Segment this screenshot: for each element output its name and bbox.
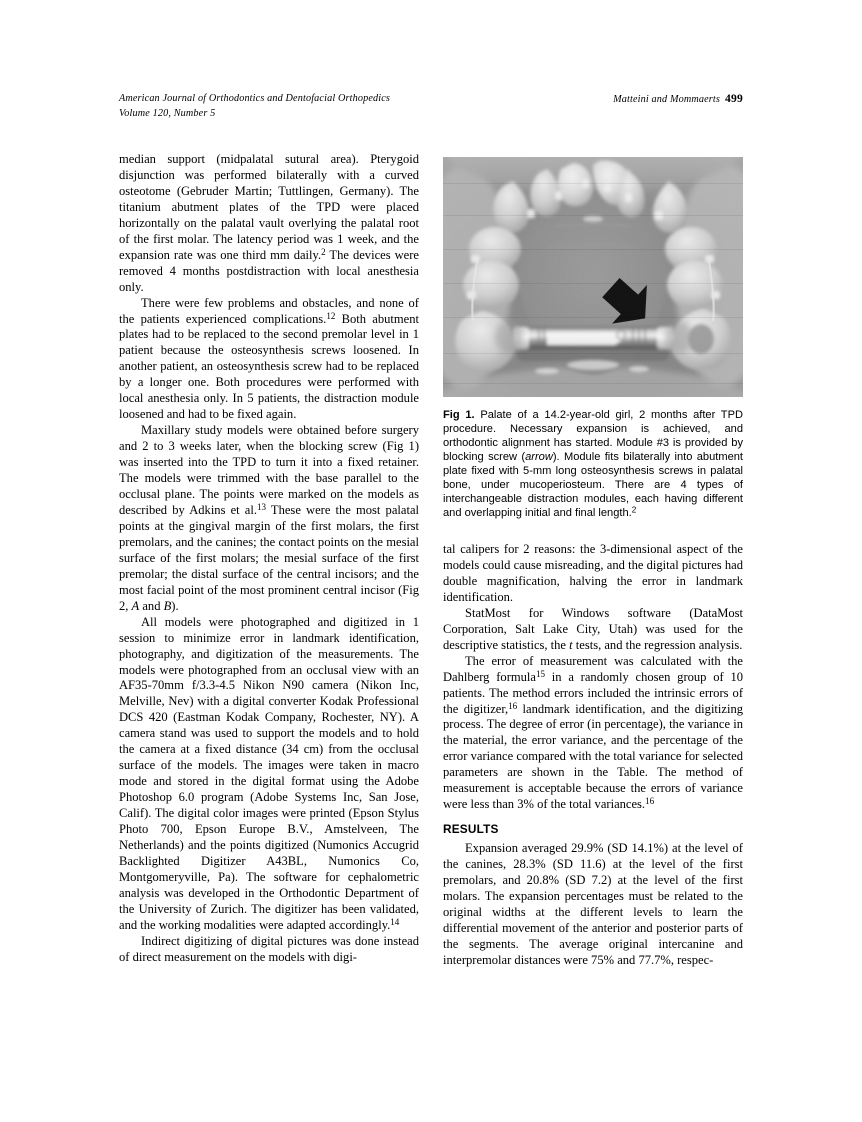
figure-caption — [443, 408, 743, 520]
journal-title: American Journal of Orthodontics and Dentofacial Orthopedics — [119, 93, 391, 104]
figure-caption-text-2: ). Module fits bilaterally into abutment plate fixed with 5-mm long osteosynthesis screws in palatal bone, under mucoperiosteum. There are 4 types of interchangeable distraction modules, each having different and overlapping initial and final length. — [443, 451, 743, 519]
body-paragraph: Maxillary study models were obtained before surgery and 2 to 3 weeks later, when the blocking screw (Fig 1) was inserted into the TPD to turn it into a fixed retainer. The models were trimmed with the base parallel to the occlusal plane. The points were marked on the models as described by Adkins et al.$^{13}$ These were the most palatal points at the gingival margin of the first molars, the first premolars, and the canines; the contact points on the mesial surface of the first molars; the mesial surface of the first premolar; the distal surface of the central incisors; and the most facial point of the most prominent central incisor (Fig 2, A and B). — [119, 423, 419, 613]
right-column-paragraphs — [443, 542, 743, 813]
body-column-left — [119, 152, 419, 966]
italic-text: t — [569, 637, 573, 652]
figure-label: Fig 1. — [443, 409, 475, 421]
body-paragraph: StatMost for Windows software (DataMost Corporation, Salt Lake City, Utah) was used for the descriptive statistics, the t tests, and the regression analysis. — [443, 605, 743, 652]
left-column-paragraphs — [119, 152, 419, 966]
body-paragraph: Indirect digitizing of digital pictures was done instead of direct measurement on the models with digi- — [119, 933, 419, 964]
figure-caption-reference: 2 — [631, 505, 637, 515]
palate-photograph — [443, 157, 743, 397]
journal-title-block — [119, 92, 390, 121]
body-column-right — [443, 542, 743, 969]
figure-caption-text-1: Palate of a 14.2-year-old girl, 2 months after TPD procedure. Necessary expansion is achieved, and orthodontic alignment has started. Module #3 is provided by blocking screw ( — [443, 409, 743, 463]
reference-superscript: 13 — [257, 502, 267, 513]
figure-caption-arrow-word: arrow — [525, 451, 553, 463]
figure-1 — [443, 157, 743, 520]
body-paragraph: There were few problems and obstacles, and none of the patients experienced complications.$^{12}$ Both abutment plates had to be replaced to the second premolar level in 1 patient because the osteosynthesis screws loosened. In another patient, an osteosynthesis screw had to be replaced by a longer one. Both procedures were performed with local anesthesia only. In 5 patients, the distraction module loosened and had to be fixed again. — [119, 295, 419, 422]
right-column-paragraphs-after-heading — [443, 841, 743, 969]
journal-volume-issue: Volume 120, Number 5 — [119, 107, 216, 119]
italic-text: A — [131, 598, 140, 613]
palate-photograph-image — [443, 157, 743, 397]
body-paragraph: median support (midpalatal sutural area). Pterygoid disjunction was performed bilaterally with a curved osteotome (Gebruder Martin; Tuttlingen, Germany). The titanium abutment plates of the TPD were placed horizontally on the palatal vault overlying the palatal root of the first molar. The latency period was 1 week, and the expansion rate was one third mm daily.$^2$ The devices were removed 4 months postdistraction with local anesthesia only. — [119, 152, 419, 294]
page-number: 499 — [725, 92, 743, 105]
reference-superscript: 14 — [390, 916, 400, 927]
reference-superscript: 2 — [321, 246, 326, 257]
body-paragraph: All models were photographed and digitized in 1 session to minimize error in landmark identification, photography, and digitization of the measurements. The models were photographed from an occlusal view with an AF35-70mm f/3.3-4.5 Nikon N90 camera (Nikon Inc, Melville, Nev) with a digital converter Kodak Professional DCS 420 (Eastman Kodak Company, Rochester, NY). A camera stand was used to support the models and to hold the camera at a fixed distance (34 cm) from the occlusal surface of the models. The images were taken in macro mode and stored in the digital format using the Adobe Photoshop 6.0 program (Adobe Systems Inc, San Jose, Calif). The digital color images were printed (Epson Stylus Photo 700, Epson Europe B.V., Amstelveen, The Netherlands) and the points digitized (Numonics Accugrid Backlighted Digitizer A43BL, Numonics Co, Montgomeryville, Pa). The software for cephalometric analysis was developed in the Orthodontic Department of the University of Zurich. The digitizer has been validated, and the working modalities were adapted accordingly.$^{14}$ — [119, 614, 419, 932]
italic-text: B — [163, 598, 172, 613]
running-head-right — [613, 92, 743, 108]
running-head — [119, 92, 743, 126]
body-paragraph: The error of measurement was calculated with the Dahlberg formula$^{15}$ in a randomly chosen group of 10 patients. The method errors included the intrinsic errors of the digitizer,$^{16}$ landmark identification, and the digitizing process. The degree of error (in percentage), the variance in the material, the error variance, and the percentage of the error variance compared with the total variance for selected parameters are shown in the Table. The method of measurement is acceptable because the errors of variance were less than 3% of the total variances.$^{16}$ — [443, 653, 744, 812]
section-heading-results: RESULTS — [443, 822, 499, 837]
reference-superscript: 15 — [535, 668, 545, 679]
reference-superscript: 16 — [508, 700, 518, 711]
body-paragraph: tal calipers for 2 reasons: the 3-dimensional aspect of the models could cause misreading, and the digital pictures had double magnification, halving the error in landmark identification. — [443, 542, 743, 604]
body-paragraph: Expansion averaged 29.9% (SD 14.1%) at the level of the canines, 28.3% (SD 11.6) at the level of the first premolars, and 20.8% (SD 7.2) at the level of the first molars. The expansion percentages must be related to the original widths at the different levels to learn the differential movement of the anterior and posterior parts of the segments. The average original intercanine and interpremolar distances were 75% and 77.7%, respec- — [443, 841, 743, 967]
reference-superscript: 16 — [645, 796, 655, 807]
running-head-authors: Matteini and Mommaerts — [613, 94, 720, 105]
reference-superscript: 12 — [326, 310, 336, 321]
